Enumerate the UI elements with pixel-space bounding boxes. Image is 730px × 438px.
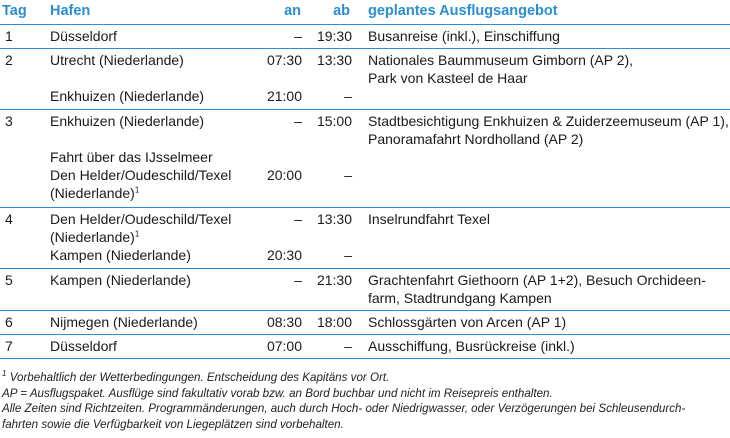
cell-ab: 21:30 — [316, 272, 352, 288]
cell-an: – — [294, 113, 302, 129]
cell-an: – — [294, 28, 302, 44]
cell-hafen: Den Helder/Oudeschild/Texel — [50, 211, 232, 227]
cell-hafen: Kampen (Niederlande) — [50, 272, 191, 288]
cell-hafen: Düsseldorf — [50, 338, 117, 354]
cell-tag: 5 — [5, 272, 13, 288]
cell-tag: 3 — [5, 113, 13, 129]
note-weather: $^1$ Vorbehaltlich der Wetterbedingungen. Entscheidung des Kapitäns vor Ort. — [2, 369, 390, 384]
cell-hafen: Utrecht (Niederlande) — [50, 52, 184, 68]
cell-hafen: Düsseldorf — [50, 28, 117, 44]
header-ausflug: geplantes Ausflugsangebot — [368, 3, 558, 19]
note-ap: AP = Ausflugspaket. Ausflüge sind fakultativ vorab bzw. an Bord buchbar und nicht im Reisepreis enthalten. — [2, 386, 553, 400]
table-header — [0, 0, 730, 24]
cell-ab: 13:30 — [316, 211, 352, 227]
cell-an: 07:00 — [266, 338, 302, 354]
cell-hafen: Kampen (Niederlande) — [50, 247, 191, 263]
header-ab: ab — [333, 3, 350, 19]
cell-an: 20:00 — [266, 167, 302, 183]
row-divider — [0, 24, 730, 25]
cell-ab: 18:00 — [316, 314, 352, 330]
cell-tag: 7 — [5, 338, 13, 354]
cell-ausflug: Park von Kasteel de Haar — [368, 70, 528, 86]
cell-hafen: Enkhuizen (Niederlande) — [50, 113, 205, 129]
cell-ab: – — [344, 338, 352, 354]
footnotes — [2, 370, 728, 432]
cell-ab: – — [344, 247, 352, 263]
cell-ausflug: Ausschiffung, Busrückreise (inkl.) — [368, 338, 575, 354]
cell-ab: – — [344, 88, 352, 104]
row-divider — [0, 109, 730, 110]
cell-ausflug: Inselrundfahrt Texel — [368, 211, 490, 227]
cell-tag: 2 — [5, 52, 13, 68]
cell-hafen: Enkhuizen (Niederlande) — [50, 88, 205, 104]
cell-tag: 4 — [5, 211, 13, 227]
cell-an: 21:00 — [266, 88, 302, 104]
footnote-marker: 1 — [2, 369, 7, 379]
cell-ausflug: Grachtenfahrt Giethoorn (AP 1+2), Besuch Orchideen- — [368, 272, 706, 288]
cell-ausflug: Nationales Baummuseum Gimborn (AP 2), — [368, 52, 634, 68]
footnote-marker: 1 — [134, 185, 140, 195]
row-divider — [0, 48, 730, 49]
row-divider — [0, 207, 730, 208]
cell-an: 08:30 — [266, 314, 302, 330]
note-times: Alle Zeiten sind Richtzeiten. Programmänderungen, auch durch Hoch- oder Niedrigwasser, oder Verzögerungen bei Schleusendurch- — [2, 402, 686, 415]
cell-tag: 1 — [5, 28, 13, 44]
cell-tag: 6 — [5, 314, 13, 330]
cell-an: 20:30 — [266, 247, 302, 263]
header-an: an — [284, 3, 301, 19]
row-divider — [0, 268, 730, 269]
cell-ab: 15:00 — [316, 113, 352, 129]
cell-ausflug: farm, Stadtrundgang Kampen — [368, 290, 552, 306]
cell-an: – — [294, 211, 302, 227]
cell-ausflug: Stadtbesichtigung Enkhuizen & Zuiderzeemuseum (AP 1), — [368, 113, 729, 129]
cell-ausflug: Panoramafahrt Nordholland (AP 2) — [368, 131, 584, 147]
cell-an: – — [294, 272, 302, 288]
footnote-marker: 1 — [134, 229, 140, 239]
cell-hafen: (Niederlande)$^1$ — [50, 229, 140, 245]
row-divider — [0, 334, 730, 335]
header-tag: Tag — [2, 3, 27, 19]
cell-hafen: Fahrt über das IJsselmeer — [50, 149, 213, 165]
cell-ab: – — [344, 167, 352, 183]
note-times-cont: fahrten sowie die Verfügbarkeit von Liegeplätzen sind vorbehalten. — [2, 417, 344, 431]
row-divider — [0, 310, 730, 311]
cell-ausflug: Busanreise (inkl.), Einschiffung — [368, 28, 560, 44]
cell-ab: 19:30 — [316, 28, 352, 44]
cell-an: 07:30 — [266, 52, 302, 68]
cell-hafen: (Niederlande)$^1$ — [50, 185, 140, 201]
cell-ab: 13:30 — [316, 52, 352, 68]
header-hafen: Hafen — [50, 3, 91, 19]
row-divider — [0, 358, 730, 359]
cell-hafen: Den Helder/Oudeschild/Texel — [50, 167, 232, 183]
cell-hafen: Nijmegen (Niederlande) — [50, 314, 198, 330]
cell-ausflug: Schlossgärten von Arcen (AP 1) — [368, 314, 567, 330]
